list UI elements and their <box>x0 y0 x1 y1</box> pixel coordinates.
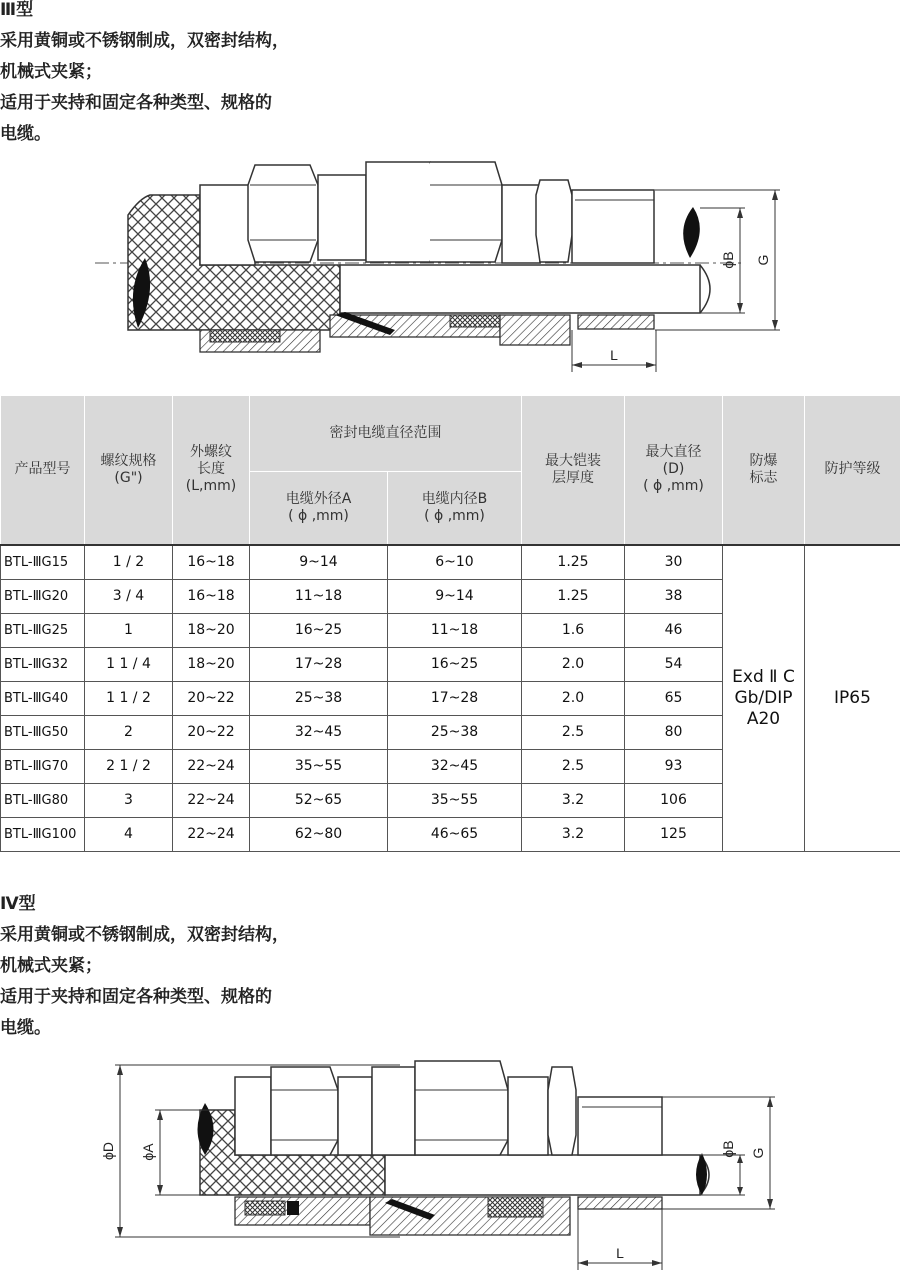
type3-cable-gland-drawing <box>0 150 900 380</box>
cell-max-d: 46 <box>625 613 723 647</box>
cell-model: BTL-ⅢG25 <box>1 613 85 647</box>
cell-outer: 9~14 <box>250 545 388 580</box>
cell-outer: 32~45 <box>250 715 388 749</box>
spec-table <box>0 395 900 852</box>
cell-thread: 1 1 / 4 <box>85 647 173 681</box>
cell-max-d: 54 <box>625 647 723 681</box>
th-ex-mark: 防爆 标志 <box>723 396 805 545</box>
cell-inner: 11~18 <box>388 613 522 647</box>
cell-model: BTL-ⅢG20 <box>1 579 85 613</box>
cell-outer: 52~65 <box>250 783 388 817</box>
th-max-d: 最大直径 (D) ( ϕ ,mm) <box>625 396 723 545</box>
th-outer-a: 电缆外径A ( ϕ ,mm) <box>250 472 388 545</box>
cell-length: 18~20 <box>173 647 250 681</box>
cell-model: BTL-ⅢG15 <box>1 545 85 580</box>
cell-length: 16~18 <box>173 579 250 613</box>
type4-desc-line-1: 采用黄铜或不锈钢制成，双密封结构， <box>0 925 289 945</box>
type4-desc-line-3: 适用于夹持和固定各种类型、规格的 <box>0 987 272 1007</box>
table-row <box>1 545 900 580</box>
cell-ip: IP65 <box>805 545 900 852</box>
cell-thread: 2 1 / 2 <box>85 749 173 783</box>
type4-dim-d: ϕD <box>100 1142 116 1160</box>
cell-thread: 3 / 4 <box>85 579 173 613</box>
cell-inner: 16~25 <box>388 647 522 681</box>
cell-length: 20~22 <box>173 715 250 749</box>
cell-length: 22~24 <box>173 817 250 851</box>
cell-outer: 25~38 <box>250 681 388 715</box>
cell-max-d: 80 <box>625 715 723 749</box>
type3-title: Ⅲ型 <box>0 0 34 20</box>
type4-dim-g: G <box>750 1147 766 1159</box>
cell-model: BTL-ⅢG80 <box>1 783 85 817</box>
cell-max-d: 65 <box>625 681 723 715</box>
type4-section <box>0 892 289 1044</box>
cell-armor: 3.2 <box>522 783 625 817</box>
cell-max-d: 93 <box>625 749 723 783</box>
cell-armor: 2.5 <box>522 749 625 783</box>
th-inner-b: 电缆内径B ( ϕ ,mm) <box>388 472 522 545</box>
th-seal-range: 密封电缆直径范围 <box>250 396 522 472</box>
th-armor: 最大铠装 层厚度 <box>522 396 625 545</box>
th-ip: 防护等级 <box>805 396 900 545</box>
cell-armor: 1.25 <box>522 545 625 580</box>
cell-outer: 62~80 <box>250 817 388 851</box>
cell-outer: 35~55 <box>250 749 388 783</box>
cell-model: BTL-ⅢG40 <box>1 681 85 715</box>
type4-title: Ⅳ型 <box>0 894 36 914</box>
cell-armor: 2.0 <box>522 681 625 715</box>
type3-dim-g: G <box>755 254 771 266</box>
cell-inner: 25~38 <box>388 715 522 749</box>
cell-length: 22~24 <box>173 749 250 783</box>
cell-length: 20~22 <box>173 681 250 715</box>
cell-thread: 1 / 2 <box>85 545 173 580</box>
type4-desc-line-4: 电缆。 <box>0 1018 51 1038</box>
cell-thread: 1 1 / 2 <box>85 681 173 715</box>
type3-section <box>0 0 289 150</box>
cell-inner: 46~65 <box>388 817 522 851</box>
cell-thread: 1 <box>85 613 173 647</box>
cell-armor: 1.6 <box>522 613 625 647</box>
cell-length: 22~24 <box>173 783 250 817</box>
th-model: 产品型号 <box>1 396 85 545</box>
cell-inner: 35~55 <box>388 783 522 817</box>
th-thread-spec: 螺纹规格 (G") <box>85 396 173 545</box>
type3-dim-l: L <box>610 347 618 363</box>
type4-desc-line-2: 机械式夹紧； <box>0 956 102 976</box>
cell-inner: 9~14 <box>388 579 522 613</box>
type4-cable-gland-drawing <box>0 1055 900 1272</box>
cell-max-d: 38 <box>625 579 723 613</box>
cell-thread: 4 <box>85 817 173 851</box>
type3-desc-line-2: 机械式夹紧； <box>0 62 102 82</box>
th-thread-length: 外螺纹 长度 (L,mm) <box>173 396 250 545</box>
cell-inner: 6~10 <box>388 545 522 580</box>
cell-armor: 3.2 <box>522 817 625 851</box>
cell-outer: 11~18 <box>250 579 388 613</box>
type3-desc-line-4: 电缆。 <box>0 124 51 144</box>
cell-ex-mark: Exd Ⅱ C Gb/DIP A20 <box>723 545 805 852</box>
cell-model: BTL-ⅢG50 <box>1 715 85 749</box>
type4-dim-b: ϕB <box>720 1140 736 1158</box>
cell-thread: 2 <box>85 715 173 749</box>
cell-max-d: 106 <box>625 783 723 817</box>
cell-outer: 16~25 <box>250 613 388 647</box>
cell-armor: 2.5 <box>522 715 625 749</box>
cell-inner: 32~45 <box>388 749 522 783</box>
type4-dim-a: ϕA <box>140 1143 156 1161</box>
cell-armor: 2.0 <box>522 647 625 681</box>
cell-length: 18~20 <box>173 613 250 647</box>
cell-inner: 17~28 <box>388 681 522 715</box>
type3-dim-b: ϕB <box>720 251 736 269</box>
cell-max-d: 30 <box>625 545 723 580</box>
cell-model: BTL-ⅢG100 <box>1 817 85 851</box>
type3-desc-line-1: 采用黄铜或不锈钢制成，双密封结构， <box>0 31 289 51</box>
type4-dim-l: L <box>616 1245 624 1261</box>
cell-armor: 1.25 <box>522 579 625 613</box>
cell-outer: 17~28 <box>250 647 388 681</box>
cell-model: BTL-ⅢG70 <box>1 749 85 783</box>
cell-max-d: 125 <box>625 817 723 851</box>
cell-model: BTL-ⅢG32 <box>1 647 85 681</box>
cell-thread: 3 <box>85 783 173 817</box>
cell-length: 16~18 <box>173 545 250 580</box>
type3-desc-line-3: 适用于夹持和固定各种类型、规格的 <box>0 93 272 113</box>
